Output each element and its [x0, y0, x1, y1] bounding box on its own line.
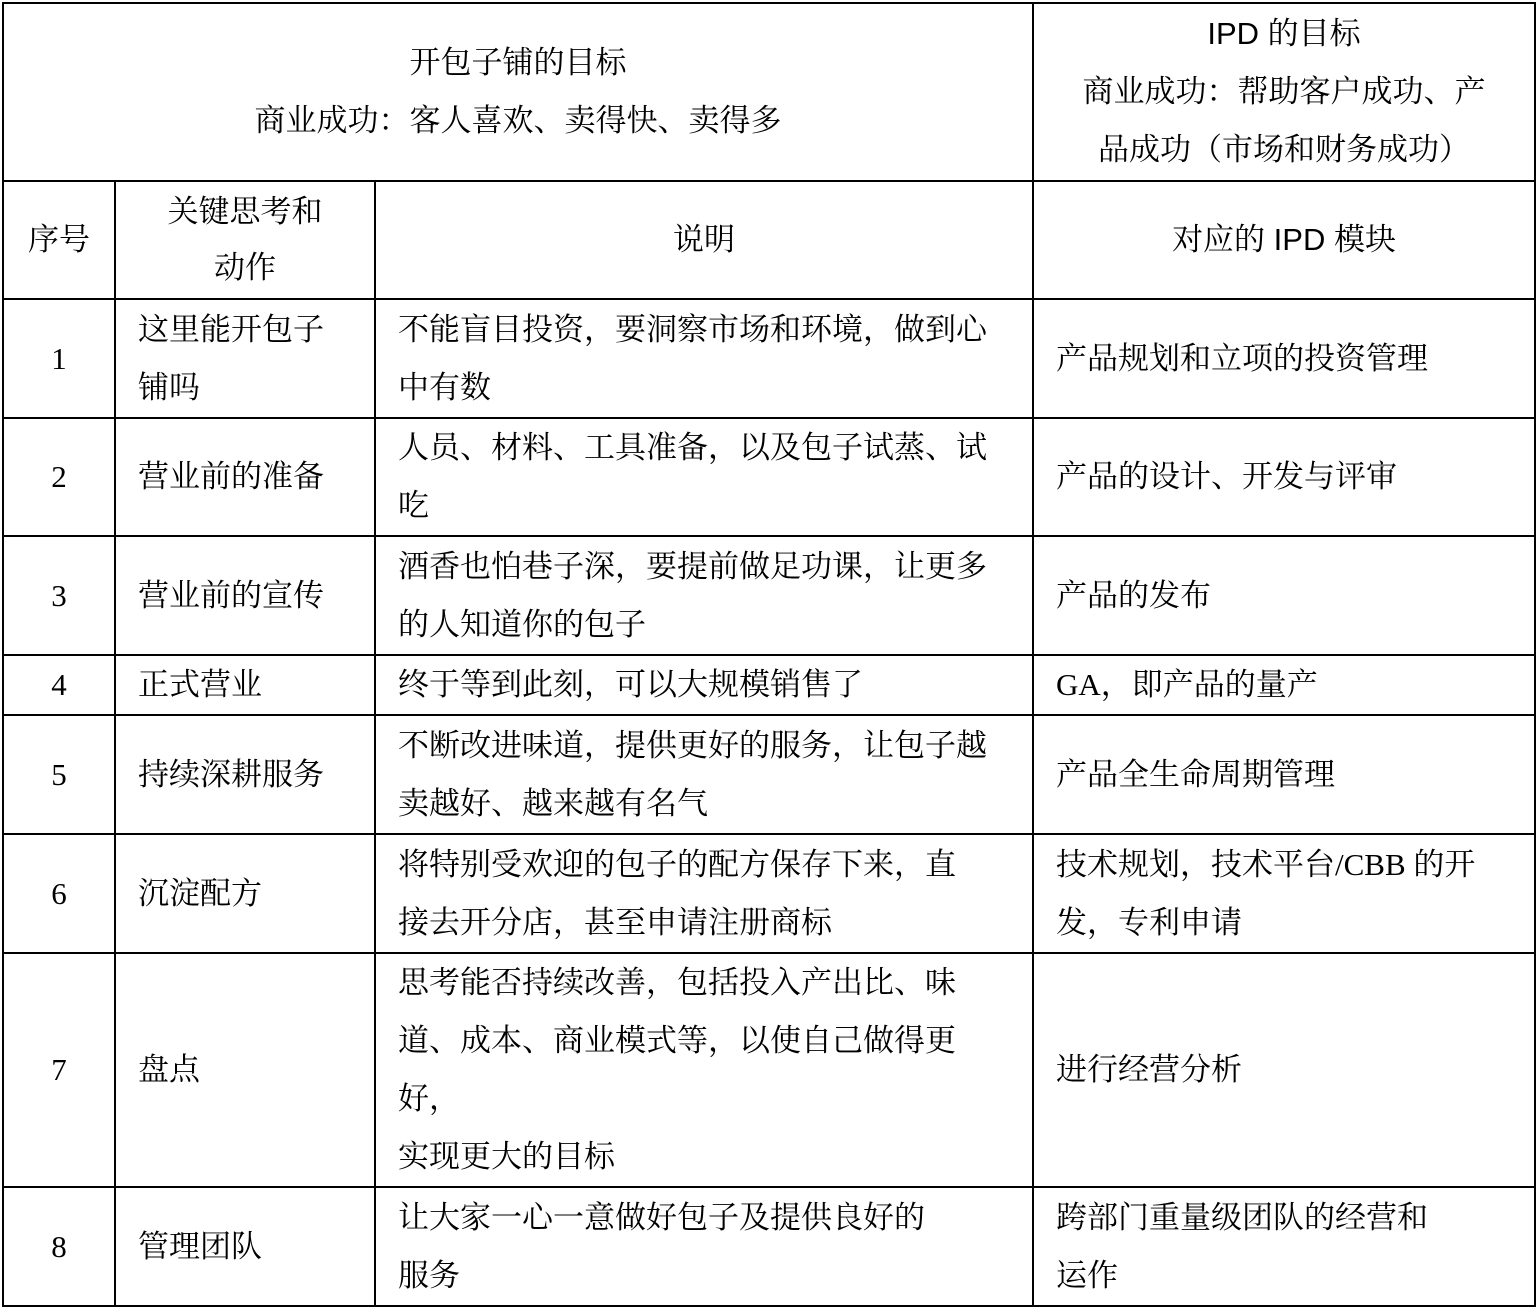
row-action-line: 沉淀配方	[138, 875, 262, 911]
table-row	[3, 834, 1535, 953]
row-description-line: 酒香也怕巷子深，要提前做足功课，让更多	[398, 548, 987, 584]
row-description-line: 不能盲目投资，要洞察市场和环境，做到心	[398, 311, 987, 347]
row-description	[375, 418, 1033, 536]
row-action-line: 盘点	[138, 1052, 200, 1087]
row-index: 7	[3, 953, 115, 1187]
row-module-line: 产品的设计、开发与评审	[1056, 459, 1398, 494]
table-row	[3, 953, 1535, 1187]
row-action	[115, 1187, 375, 1306]
row-module	[1033, 715, 1535, 834]
row-description-line: 的人知道你的包子	[398, 606, 646, 642]
row-action-line: 正式营业	[138, 667, 262, 702]
row-action-line: 持续深耕服务	[138, 756, 324, 792]
row-description-line: 让大家一心一意做好包子及提供良好的	[398, 1199, 925, 1235]
header-description: 说明	[375, 181, 1033, 299]
table-row	[3, 299, 1535, 418]
row-index: 1	[3, 299, 115, 418]
row-module-line: 产品规划和立项的投资管理	[1056, 340, 1429, 376]
row-description-line: 卖越好、越来越有名气	[398, 785, 708, 821]
header-action	[115, 181, 375, 299]
row-module-line: 产品的发布	[1056, 577, 1212, 613]
row-action-line: 营业前的宣传	[138, 577, 324, 613]
table-row	[3, 536, 1535, 655]
table-row	[3, 1187, 1535, 1306]
row-description	[375, 536, 1033, 655]
table-row	[3, 655, 1535, 715]
row-description-line: 道、成本、商业模式等，以使自己做得更好，	[398, 1023, 956, 1116]
row-description-line: 接去开分店，甚至申请注册商标	[398, 904, 832, 940]
row-module-line: 运作	[1056, 1257, 1119, 1293]
row-module	[1033, 536, 1535, 655]
goal-right-subtitle-line2: 品成功（市场和财务成功）	[1098, 132, 1471, 167]
row-action	[115, 655, 375, 715]
row-index: 8	[3, 1187, 115, 1306]
header-module: 对应的 IPD 模块	[1033, 181, 1535, 299]
goal-right-subtitle-line1: 商业成功：帮助客户成功、产	[1082, 74, 1486, 109]
row-index: 5	[3, 715, 115, 834]
row-action-line: 管理团队	[138, 1228, 262, 1264]
row-module-line: 产品全生命周期管理	[1056, 756, 1336, 792]
row-module-line: GA，即产品的量产	[1056, 667, 1318, 702]
row-description	[375, 715, 1033, 834]
row-description-line: 将特别受欢迎的包子的配方保存下来，直	[398, 846, 956, 882]
goal-right-title: IPD 的目标	[1207, 16, 1361, 51]
goal-left-title: 开包子铺的目标	[409, 45, 627, 80]
row-module	[1033, 834, 1535, 953]
goal-right-cell	[1033, 3, 1535, 181]
row-module	[1033, 953, 1535, 1187]
goal-left-subtitle: 商业成功：客人喜欢、卖得快、卖得多	[254, 103, 782, 138]
row-module-line: 跨部门重量级团队的经营和	[1056, 1199, 1429, 1235]
ipd-comparison-table	[2, 2, 1536, 1307]
row-module	[1033, 299, 1535, 418]
row-description-line: 人员、材料、工具准备，以及包子试蒸、试吃	[398, 430, 987, 523]
row-module-line: 进行经营分析	[1056, 1052, 1243, 1087]
row-action	[115, 536, 375, 655]
header-index: 序号	[3, 181, 115, 299]
header-action-line1: 关键思考和	[167, 194, 323, 229]
row-module-line: 技术规划，技术平台/CBB 的开	[1056, 846, 1476, 882]
row-description	[375, 1187, 1033, 1306]
row-module	[1033, 655, 1535, 715]
row-description-line: 思考能否持续改善，包括投入产出比、味	[398, 965, 956, 1000]
row-action	[115, 834, 375, 953]
row-action	[115, 299, 375, 418]
row-description-line: 实现更大的目标	[398, 1139, 615, 1174]
table-row	[3, 715, 1535, 834]
row-action-line: 铺吗	[138, 369, 200, 405]
row-action	[115, 715, 375, 834]
row-module	[1033, 1187, 1535, 1306]
row-description	[375, 299, 1033, 418]
row-description	[375, 834, 1033, 953]
row-description-line: 不断改进味道，提供更好的服务，让包子越	[398, 727, 987, 763]
row-index: 6	[3, 834, 115, 953]
row-module	[1033, 418, 1535, 536]
row-module-line: 发，专利申请	[1056, 904, 1243, 940]
row-action-line: 营业前的准备	[138, 459, 324, 494]
row-action	[115, 953, 375, 1187]
row-description-line: 终于等到此刻，可以大规模销售了	[398, 667, 863, 702]
row-description	[375, 655, 1033, 715]
row-description-line: 服务	[398, 1257, 460, 1293]
row-action-line: 这里能开包子	[138, 311, 324, 347]
row-index: 3	[3, 536, 115, 655]
row-description-line: 中有数	[398, 369, 491, 405]
header-action-line2: 动作	[214, 250, 276, 285]
row-description	[375, 953, 1033, 1187]
goal-left-cell	[3, 3, 1033, 181]
goal-row	[3, 3, 1535, 181]
row-index: 2	[3, 418, 115, 536]
row-action	[115, 418, 375, 536]
table-row	[3, 418, 1535, 536]
header-row	[3, 181, 1535, 299]
row-index: 4	[3, 655, 115, 715]
